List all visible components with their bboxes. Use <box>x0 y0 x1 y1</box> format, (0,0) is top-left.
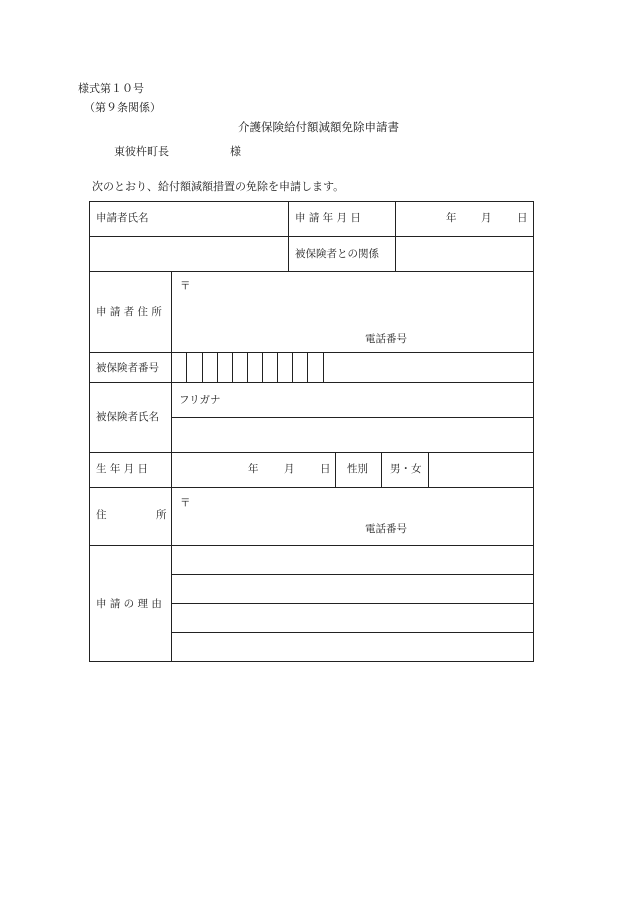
column-divider <box>428 452 429 487</box>
column-divider <box>395 201 396 271</box>
applicant-address-label: 申 請 者 住 所 <box>96 306 162 318</box>
intro-text: 次のとおり、給付額減額措置の免除を申請します。 <box>92 180 345 193</box>
relationship-label: 被保険者との関係 <box>295 248 379 260</box>
application-date-year: 年 <box>446 212 457 224</box>
reason-label: 申 請 の 理 由 <box>96 598 162 610</box>
label-column-divider <box>171 352 172 382</box>
digit-box-divider <box>202 352 203 382</box>
table-border-right <box>533 201 534 662</box>
column-divider <box>335 452 336 487</box>
article-reference: （第９条関係） <box>84 101 161 114</box>
digit-box-divider <box>323 352 324 382</box>
digit-box-divider <box>307 352 308 382</box>
applicant-name-label: 申請者氏名 <box>96 212 149 224</box>
digit-box-divider <box>186 352 187 382</box>
row-divider <box>89 236 534 237</box>
row-divider <box>89 545 534 546</box>
furigana-label: フリガナ <box>179 394 221 406</box>
form-number: 様式第１０号 <box>78 82 144 95</box>
row-divider <box>89 487 534 488</box>
digit-box-divider <box>262 352 263 382</box>
postal-mark-2: 〒 <box>180 497 191 509</box>
digit-box-divider <box>277 352 278 382</box>
birth-month: 月 <box>284 463 295 475</box>
phone-label: 電話番号 <box>365 333 407 345</box>
label-column-divider <box>171 271 172 352</box>
table-border-top <box>89 201 534 202</box>
gender-label: 性別 <box>347 463 368 475</box>
document-title: 介護保険給付額減額免除申請書 <box>238 120 399 134</box>
birth-year: 年 <box>248 463 259 475</box>
reason-line <box>171 632 534 633</box>
column-divider <box>288 201 289 271</box>
row-divider <box>89 382 534 383</box>
addressee: 東彼杵町長 <box>114 145 169 158</box>
reason-line <box>171 603 534 604</box>
address-label-char-2: 所 <box>156 509 167 521</box>
honorific: 様 <box>230 145 241 158</box>
application-date-label: 申 請 年 月 日 <box>295 212 361 224</box>
gender-options: 男・女 <box>390 463 422 475</box>
table-border-left <box>89 201 90 662</box>
row-divider <box>89 452 534 453</box>
address-label-char-1: 住 <box>96 509 107 521</box>
application-date-day: 日 <box>517 212 528 224</box>
row-divider <box>171 417 534 418</box>
digit-box-divider <box>217 352 218 382</box>
insured-name-label: 被保険者氏名 <box>96 411 159 423</box>
phone-label-2: 電話番号 <box>365 523 407 535</box>
digit-box-divider <box>232 352 233 382</box>
label-column-divider <box>171 382 172 661</box>
postal-mark: 〒 <box>180 280 191 292</box>
digit-box-divider <box>292 352 293 382</box>
birthdate-label: 生 年 月 日 <box>96 463 149 475</box>
digit-box-divider <box>247 352 248 382</box>
table-border-bottom <box>89 661 534 662</box>
birth-day: 日 <box>320 463 331 475</box>
reason-line <box>171 574 534 575</box>
row-divider <box>89 271 534 272</box>
insured-number-label: 被保険者番号 <box>96 362 159 374</box>
application-form-table <box>89 201 534 661</box>
row-divider <box>89 352 534 353</box>
application-date-month: 月 <box>481 212 492 224</box>
column-divider <box>381 452 382 487</box>
